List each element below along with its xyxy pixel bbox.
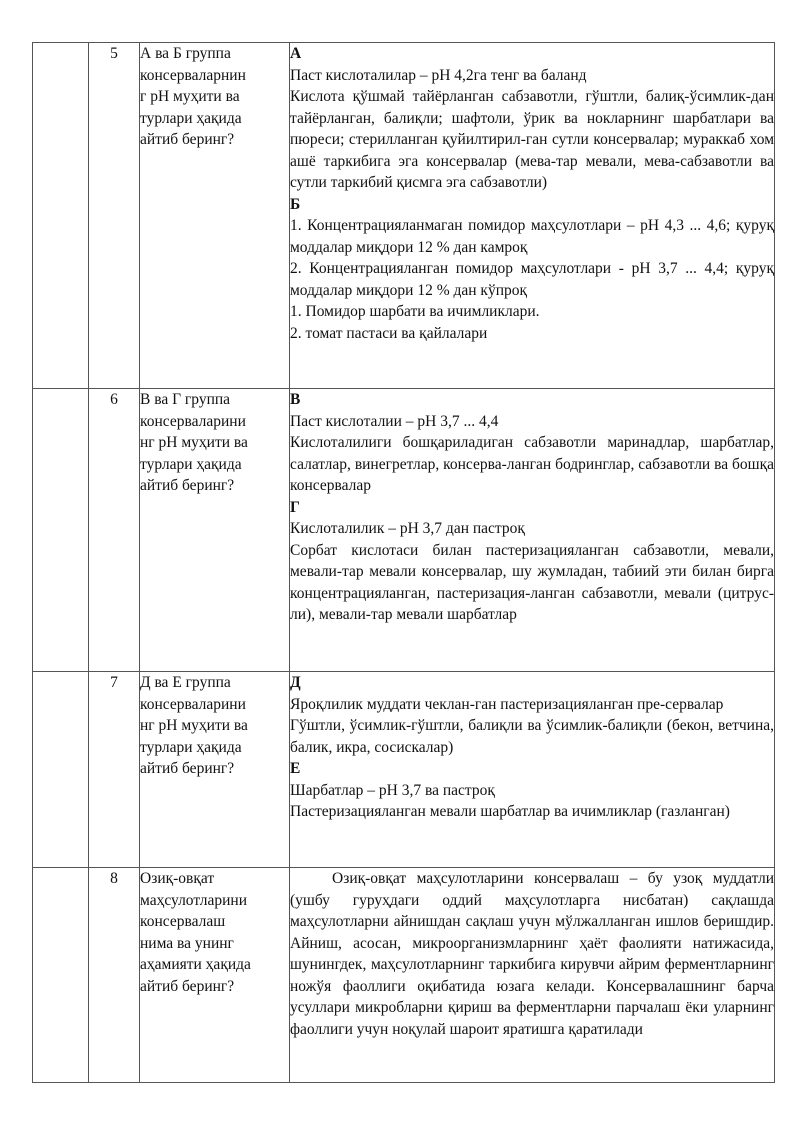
- answer-cell: [290, 672, 775, 868]
- question-text: А ва Б группа консерваларнин г рН муҳити ва турлари ҳақида айтиб беринг?: [140, 45, 246, 148]
- answer-paragraph: Озиқ-овқат маҳсулотларини консервалаш – бу узоқ муддатли (ушбу гуруҳдаги оддий маҳсулотларга нисбатан) сақлашда маҳсулотларни айнишдан сақлаш учун мўлжалланган ишлов беришдир. Айниш, асосан, микроорганизмларнинг ҳаёт фаолияти натижасида, шунингдек, маҳсулотларнинг таркибига кирувчи айрим ферментларнинг ножўя фаоллиги оқибатида юзага келади. Консервалашнинг барча усуллари микробларни қириш ва ферментларни парчалаш ёки уларнинг фаоллиги учун ноқулай шароит яратишга қаратилади: [290, 870, 774, 1038]
- question-cell: [140, 868, 290, 1083]
- answer-cell: [290, 43, 775, 389]
- answer-paragraph: 2. Концентрацияланган помидор маҳсулотлари - рН 3,7 ... 4,4; қуруқ моддалар миқдори 12 % дан кўпроқ: [290, 260, 774, 299]
- answer-subheading: А: [290, 45, 302, 62]
- row-number: 6: [89, 389, 140, 672]
- answer-paragraph: Кислоталилиги бошқариладиган сабзавотли маринадлар, шарбатлар, салатлар, винегретлар, консерва-ланган бодринглар, сабзавотли ва бошқа консервалар: [290, 434, 774, 494]
- answer-paragraph: Паст кислоталии – рН 3,7 ... 4,4: [290, 412, 499, 430]
- answer-subheading: Б: [290, 195, 301, 213]
- answer-subheading: Е: [290, 760, 301, 777]
- row-number: 8: [89, 868, 140, 1083]
- question-text: Д ва Е группа консерваларини нг рН муҳити ва турлари ҳақида айтиб беринг?: [140, 674, 248, 777]
- question-cell: [140, 672, 290, 868]
- question-text: В ва Г группа консерваларини нг рН муҳити ва турлари ҳақида айтиб беринг?: [140, 391, 248, 494]
- question-cell: [140, 389, 290, 672]
- answer-paragraph: Кислота қўшмай тайёрланган сабзавотли, гўштли, балиқ-ўсимлик-дан тайёрланган, балиқли; шафтоли, ўрик ва нокларнинг шарбатлари ва пюреси; стерилланган қуйилтирил-ган сутли консервалар; мураккаб хом ашё таркибига эга консервалар (мева-тар мевали, мева-сабзавотли ва сутли таркибий қисмга эга сабзавотли): [290, 88, 774, 191]
- row-number: 5: [89, 43, 140, 389]
- row-number: 7: [89, 672, 140, 868]
- answer-paragraph: 1. Помидор шарбати ва ичимликлари.: [290, 303, 540, 320]
- qa-table: [32, 42, 775, 1083]
- answer-cell: [290, 868, 775, 1083]
- answer-paragraph: 1. Концентрацияланмаган помидор маҳсулотлари – рН 4,3 ... 4,6; қуруқ моддалар миқдори 12 % дан камроқ: [290, 217, 774, 256]
- answer-paragraph: 2. томат пастаси ва қайлалари: [290, 324, 488, 342]
- answer-paragraph: Паст кислоталилар – рН 4,2га тенг ва баланд: [290, 66, 587, 84]
- empty-cell: [33, 43, 89, 389]
- table-row: [33, 868, 775, 1083]
- empty-cell: [33, 868, 89, 1083]
- answer-subheading: Г: [290, 498, 300, 516]
- question-cell: [140, 43, 290, 389]
- answer-paragraph: Сорбат кислотаси билан пастеризацияланган сабзавотли, мевали, мевали-тар мевали консервалар, шу жумладан, табиий эти билан бирга концентрацияланган, пастеризация-ланган сабзавотли, мевали (цитрус-ли), мевали-тар мевали шарбатлар: [290, 541, 774, 623]
- answer-subheading: В: [290, 391, 301, 408]
- answer-paragraph: Яроқлилик муддати чеклан-ган пастеризацияланган пре-сервалар: [290, 695, 724, 713]
- empty-cell: [33, 389, 89, 672]
- empty-cell: [33, 672, 89, 868]
- table-row: [33, 389, 775, 672]
- answer-cell: [290, 389, 775, 672]
- answer-paragraph: Шарбатлар – рН 3,7 ва пастроқ: [290, 781, 495, 799]
- table-row: [33, 672, 775, 868]
- table-row: [33, 43, 775, 389]
- qa-table-body: [33, 43, 775, 1083]
- question-text: Озиқ-овқат маҳсулотларини консервалаш нима ва унинг аҳамияти ҳақида айтиб беринг?: [140, 870, 251, 995]
- answer-subheading: Д: [290, 674, 301, 691]
- answer-paragraph: Кислоталилик – рН 3,7 дан пастроқ: [290, 520, 525, 537]
- answer-paragraph: Гўштли, ўсимлик-гўштли, балиқли ва ўсимлик-балиқли (бекон, ветчина, балик, икра, сосискалар): [290, 717, 774, 756]
- answer-paragraph: Пастеризацияланган мевали шарбатлар ва ичимликлар (газланган): [290, 803, 730, 820]
